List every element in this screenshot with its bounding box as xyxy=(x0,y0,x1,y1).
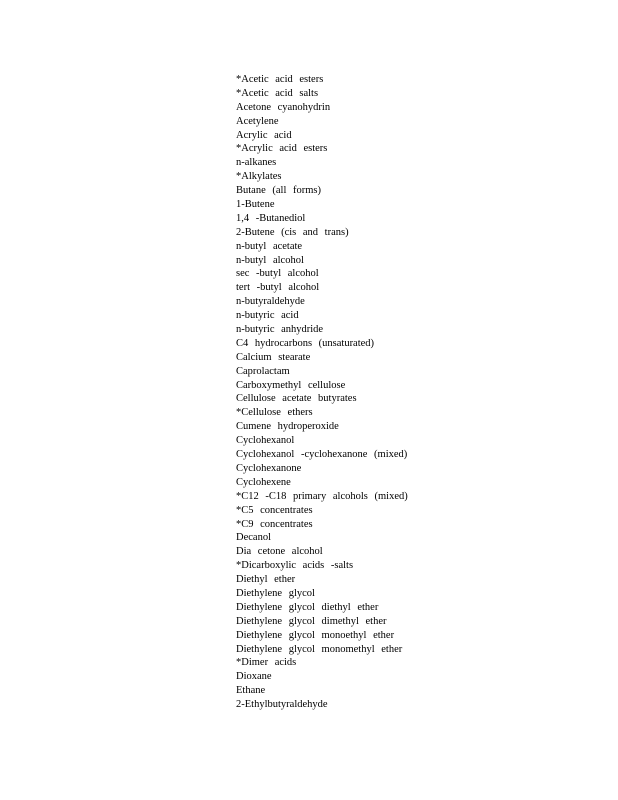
chemical-list-item: n-butyraldehyde xyxy=(236,296,305,308)
chemical-list-item: Acrylic acid xyxy=(236,129,292,141)
chemical-list-item: *Alkylates xyxy=(236,171,282,183)
chemical-list-item: C4 hydrocarbons (unsaturated) xyxy=(236,337,375,349)
chemical-list-item: Butane (all forms) xyxy=(236,185,321,197)
chemical-list-item: *Acetic acid salts xyxy=(236,87,319,99)
chemical-list-item: Diethylene glycol xyxy=(236,587,315,599)
chemical-list-item: Diethyl ether xyxy=(236,574,296,586)
chemical-list-item: n-butyl acetate xyxy=(236,240,303,252)
chemical-list-item: *Acetic acid esters xyxy=(236,74,324,85)
chemical-list-item: *Acrylic acid esters xyxy=(236,143,328,155)
chemical-list-item: *C9 concentrates xyxy=(236,518,313,530)
chemical-list-item: Acetone cyanohydrin xyxy=(236,101,331,113)
chemical-list-item: Acetylene xyxy=(236,115,279,127)
chemical-list-item: Cyclohexene xyxy=(236,476,291,488)
chemical-list-item: *C12 -C18 primary alcohols (mixed) xyxy=(236,490,408,502)
chemical-list-item: Dia cetone alcohol xyxy=(236,546,323,558)
chemical-list-item: Cyclohexanol -cyclohexanone (mixed) xyxy=(236,449,408,461)
chemical-list-item: Ethane xyxy=(236,685,266,697)
chemical-list-item: *Dicarboxylic acids -salts xyxy=(236,560,354,572)
chemical-list-item: n-butyl alcohol xyxy=(236,254,304,266)
chemical-list xyxy=(236,73,408,712)
chemical-list-item: Decanol xyxy=(236,532,271,544)
chemical-list-item: Diethylene glycol monoethyl ether xyxy=(236,629,395,641)
chemical-list-item: 1,4 -Butanediol xyxy=(236,212,306,224)
chemical-list-item: n-butyric acid xyxy=(236,310,299,322)
chemical-list-item: 2-Butene (cis and trans) xyxy=(236,226,349,238)
chemical-list-item: Caprolactam xyxy=(236,365,290,377)
chemical-list-item: Diethylene glycol monomethyl ether xyxy=(236,643,403,655)
chemical-list-item: n-alkanes xyxy=(236,157,277,169)
chemical-list-item: Diethylene glycol diethyl ether xyxy=(236,601,379,613)
chemical-list-item: 1-Butene xyxy=(236,199,275,211)
chemical-list-item: tert -butyl alcohol xyxy=(236,282,320,294)
chemical-list-item: Cyclohexanone xyxy=(236,462,302,474)
chemical-list-item: Cellulose acetate butyrates xyxy=(236,393,357,405)
chemical-list-item: 2-Ethylbutyraldehyde xyxy=(236,699,328,711)
chemical-list-item: *C5 concentrates xyxy=(236,504,313,516)
chemical-list-item: Cumene hydroperoxide xyxy=(236,421,339,433)
chemical-list-item: Dioxane xyxy=(236,671,272,683)
chemical-list-item: Carboxymethyl cellulose xyxy=(236,379,346,391)
chemical-list-item: Cyclohexanol xyxy=(236,435,295,447)
chemical-list-item: *Dimer acids xyxy=(236,657,297,669)
chemical-list-item: n-butyric anhydride xyxy=(236,324,324,336)
chemical-list-item: *Cellulose ethers xyxy=(236,407,313,419)
chemical-list-item: Calcium stearate xyxy=(236,351,311,363)
chemical-list-item: Diethylene glycol dimethyl ether xyxy=(236,615,387,627)
chemical-list-item: sec -butyl alcohol xyxy=(236,268,319,280)
